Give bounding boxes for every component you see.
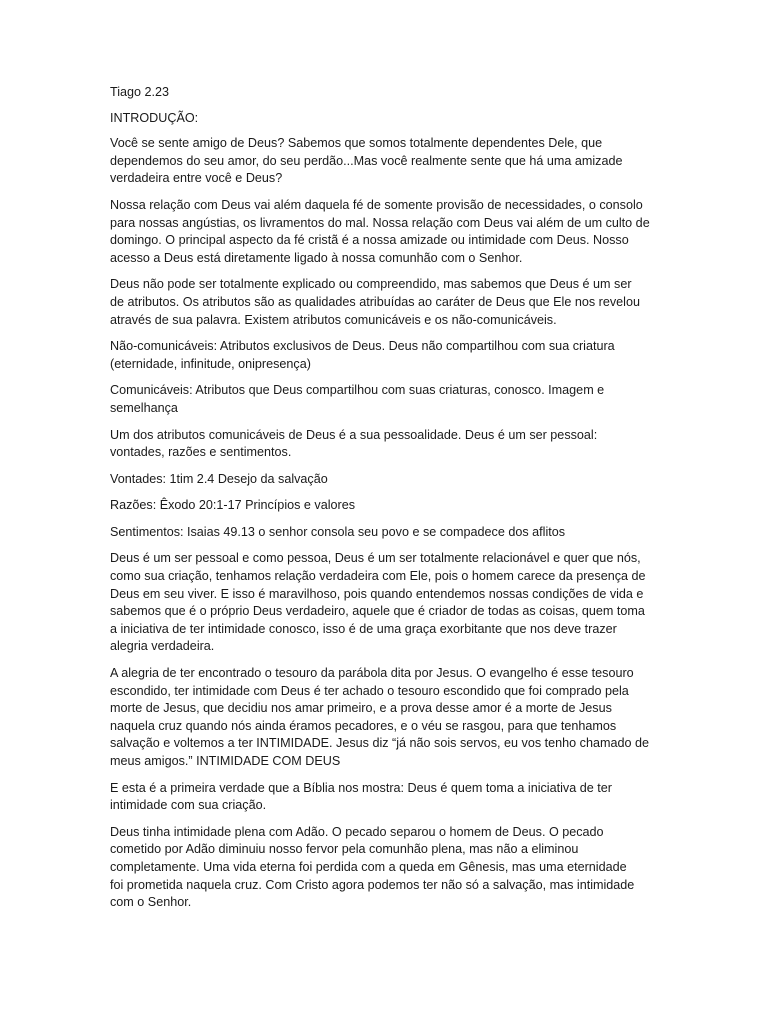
paragraph-communicable: Comunicáveis: Atributos que Deus compartilhou com suas criaturas, conosco. Imagem e semelhança xyxy=(110,383,605,415)
paragraph-adam: Deus tinha intimidade plena com Adão. O pecado separou o homem de Deus. O pecado cometido por Adão diminuiu nosso fervor pela comunhão plena, mas não a eliminou completamente. Uma vida eterna foi perdida com a queda em Gênesis, mas uma eternidade foi prometida naquela cruz. Com Cristo agora podemos ter não só a salvação, mas intimidade com o Senhor. xyxy=(110,824,635,910)
paragraph-personality: Um dos atributos comunicáveis de Deus é a sua pessoalidade. Deus é um ser pessoal: vontades, razões e sentimentos. xyxy=(110,427,598,460)
paragraph-attributes: Deus não pode ser totalmente explicado ou compreendido, mas sabemos que Deus é um ser de atributos. Os atributos são as qualidades atribuídas ao caráter de Deus que Ele nos revelou através de sua palavra. Existem atributos comunicáveis e os não-comunicáveis. xyxy=(110,277,640,327)
document-page xyxy=(110,84,658,921)
paragraph-razoes: Razões: Êxodo 20:1-17 Princípios e valores xyxy=(110,498,356,513)
paragraph-relationship: Nossa relação com Deus vai além daquela fé de somente provisão de necessidades, o consolo para nossas angústias, os livramentos do mal. Nossa relação com Deus vai além de um culto de domingo. O principal aspecto da fé cristã é a nossa amizade ou intimidade com Deus. Nosso acesso a Deus está diretamente ligado à nossa comunhão com o Senhor. xyxy=(110,197,650,265)
paragraph-first-truth: E esta é a primeira verdade que a Bíblia nos mostra: Deus é quem toma a iniciativa de ter intimidade com sua criação. xyxy=(110,780,612,813)
intro-label: INTRODUÇÃO: xyxy=(110,110,199,125)
paragraph-personal-being: Deus é um ser pessoal e como pessoa, Deus é um ser totalmente relacionável e quer que nós, como sua criação, tenhamos relação verdadeira com Ele, pois o homem carece da presença de Deus em seu viver. E isso é maravilhoso, pois quando entendemos nossas condições de vida e sabemos que é o próprio Deus verdadeiro, aquele que é criador de todas as coisas, quem toma a iniciativa de ter intimidade conosco, isso é de uma graça exorbitante que nos deve trazer alegria verdadeira. xyxy=(110,551,646,654)
document-heading: Tiago 2.23 xyxy=(110,85,170,99)
paragraph-sentimentos: Sentimentos: Isaias 49.13 o senhor consola seu povo e se compadece dos aflitos xyxy=(110,524,566,539)
paragraph-friendship-question: Você se sente amigo de Deus? Sabemos que somos totalmente dependentes Dele, que dependemos do seu amor, do seu perdão...Mas você realmente sente que há uma amizade verdadeira entre você e Deus? xyxy=(110,136,623,186)
paragraph-treasure: A alegria de ter encontrado o tesouro da parábola dita por Jesus. O evangelho é esse tesouro escondido, ter intimidade com Deus é ter achado o tesouro escondido que foi comprado pela morte de Jesus, que decidiu nos amar primeiro, e a prova desse amor é a morte de Jesus naquela cruz quando nós ainda éramos pecadores, e o véu se rasgou, para que tenhamos salvação e voltemos a ter INTIMIDADE. Jesus diz “já não sois servos, eu vos tenho chamado de meus amigos.” INTIMIDADE COM DEUS xyxy=(110,666,649,768)
paragraph-non-communicable: Não-comunicáveis: Atributos exclusivos de Deus. Deus não compartilhou com sua criatura (eternidade, infinitude, onipresença) xyxy=(110,339,615,371)
paragraph-vontades: Vontades: 1tim 2.4 Desejo da salvação xyxy=(110,471,328,486)
